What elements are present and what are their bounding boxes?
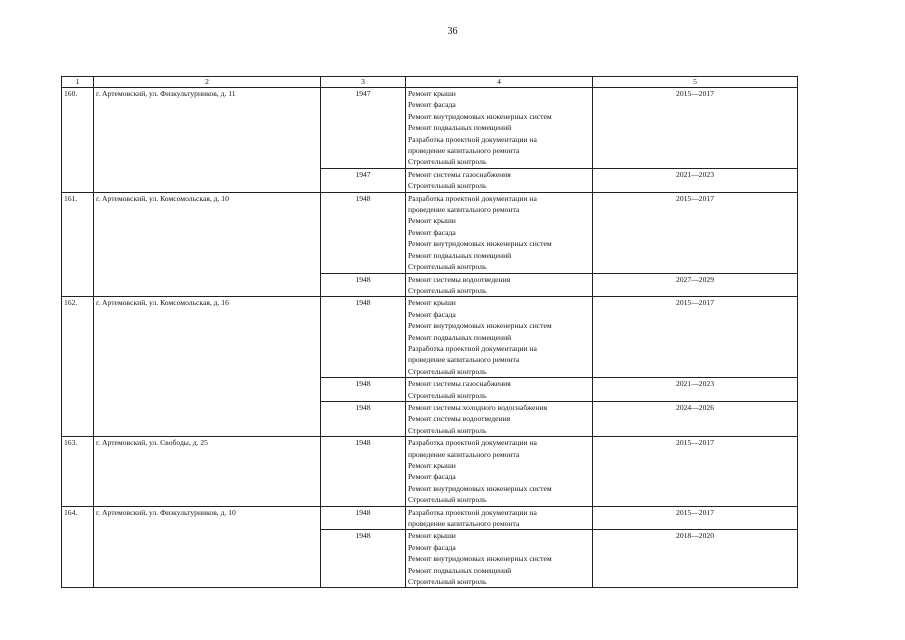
repair-work-item: Строительный контроль: [408, 285, 487, 295]
table-row: [62, 192, 798, 273]
repair-work-item: Ремонт фасада: [408, 309, 456, 319]
repair-period: 2015—2017: [593, 437, 798, 506]
repair-work-item: Строительный контроль: [408, 495, 487, 505]
repair-work-item: Ремонт системы водоотведения: [408, 414, 511, 424]
repair-work-item: Разработка проектной документации на: [408, 134, 537, 144]
repair-work-item: Ремонт крыши: [408, 531, 456, 541]
repair-work-item: Разработка проектной документации на: [408, 438, 537, 448]
repair-period: 2027—2029: [593, 273, 798, 297]
repair-work-item: проведение капитального ремонта: [408, 449, 520, 459]
record-address: г. Артемовский, ул. Физкультурников, д. 11: [94, 88, 321, 193]
repair-work-item: Ремонт внутридомовых инженерных систем: [408, 483, 552, 493]
repair-work-item: Строительный контроль: [408, 425, 487, 435]
repair-work-item: проведение капитального ремонта: [408, 519, 520, 529]
record-number: 163.: [62, 437, 94, 506]
repair-period: 2015—2017: [593, 88, 798, 169]
column-number-5: 5: [593, 77, 798, 88]
repair-work-item: проведение капитального ремонта: [408, 205, 520, 215]
repair-works: [406, 168, 593, 192]
record-number: 160.: [62, 88, 94, 193]
repair-work-item: Ремонт подвальных помещений: [408, 123, 512, 133]
repair-works: [406, 506, 593, 530]
construction-year: 1948: [321, 273, 406, 297]
repair-work-item: Ремонт фасада: [408, 542, 456, 552]
record-number: 161.: [62, 192, 94, 297]
repair-work-item: Ремонт системы водоотведения: [408, 274, 511, 284]
repair-work-item: Ремонт системы газоснабжения: [408, 379, 511, 389]
table-row: [62, 506, 798, 530]
repair-schedule-table: [61, 76, 798, 588]
construction-year: 1948: [321, 506, 406, 530]
repair-work-item: Ремонт системы холодного водоснабжения: [408, 402, 548, 412]
repair-period: 2015—2017: [593, 192, 798, 273]
repair-work-item: проведение капитального ремонта: [408, 146, 520, 156]
record-address: г. Артемовский, ул. Комсомольская, д. 10: [94, 192, 321, 297]
construction-year: 1947: [321, 88, 406, 169]
column-number-3: 3: [321, 77, 406, 88]
page-number: 36: [447, 26, 458, 37]
repair-work-item: Ремонт внутридомовых инженерных систем: [408, 111, 552, 121]
column-number-2: 2: [94, 77, 321, 88]
repair-works: [406, 401, 593, 436]
repair-work-item: Ремонт подвальных помещений: [408, 250, 512, 260]
repair-period: 2018—2020: [593, 530, 798, 588]
table-row: [62, 297, 798, 378]
repair-work-item: Ремонт крыши: [408, 461, 456, 470]
record-number: 162.: [62, 297, 94, 437]
repair-period: 2015—2017: [593, 506, 798, 530]
repair-work-item: Ремонт системы газоснабжения: [408, 169, 511, 179]
repair-work-item: Ремонт фасада: [408, 472, 456, 482]
repair-work-item: Строительный контроль: [408, 157, 487, 167]
repair-work-item: Ремонт подвальных помещений: [408, 332, 512, 342]
table-row: [62, 88, 798, 169]
repair-work-item: Разработка проектной документации на: [408, 507, 537, 517]
construction-year: 1948: [321, 297, 406, 378]
repair-period: 2021—2023: [593, 378, 798, 402]
construction-year: 1947: [321, 168, 406, 192]
record-address: г. Артемовский, ул. Физкультурников, д. 10: [94, 506, 321, 588]
repair-works: [406, 530, 593, 588]
repair-period: 2021—2023: [593, 168, 798, 192]
column-number-1: 1: [62, 77, 94, 88]
repair-work-item: Ремонт крыши: [408, 216, 456, 226]
record-number: 164.: [62, 506, 94, 588]
construction-year: 1948: [321, 401, 406, 436]
column-number-row: [62, 77, 798, 88]
repair-work-item: Ремонт внутридомовых инженерных систем: [408, 239, 552, 249]
repair-period: 2015—2017: [593, 297, 798, 378]
table-body: [62, 77, 798, 588]
construction-year: 1948: [321, 530, 406, 588]
repair-work-item: Строительный контроль: [408, 390, 487, 400]
repair-work-item: Ремонт фасада: [408, 100, 456, 110]
table-row: [62, 437, 798, 506]
repair-work-item: проведение капитального ремонта: [408, 355, 520, 365]
repair-work-item: Ремонт фасада: [408, 227, 456, 237]
construction-year: 1948: [321, 378, 406, 402]
repair-work-item: Разработка проектной документации на: [408, 193, 537, 203]
construction-year: 1948: [321, 437, 406, 506]
repair-work-item: Ремонт внутридомовых инженерных систем: [408, 554, 552, 564]
record-address: г. Артемовский, ул. Свободы, д. 25: [94, 437, 321, 506]
construction-year: 1948: [321, 192, 406, 273]
column-number-4: 4: [406, 77, 593, 88]
record-address: г. Артемовский, ул. Комсомольская, д. 16: [94, 297, 321, 437]
repair-work-item: Строительный контроль: [408, 577, 487, 587]
repair-works: [406, 192, 593, 273]
repair-work-item: Строительный контроль: [408, 181, 487, 191]
repair-work-item: Ремонт крыши: [408, 89, 456, 98]
repair-work-item: Ремонт внутридомовых инженерных систем: [408, 321, 552, 331]
repair-work-item: Ремонт крыши: [408, 298, 456, 308]
repair-work-item: Разработка проектной документации на: [408, 343, 537, 353]
repair-work-item: Строительный контроль: [408, 366, 487, 376]
repair-period: 2024—2026: [593, 401, 798, 436]
repair-works: [406, 273, 593, 297]
repair-works: [406, 378, 593, 402]
repair-works: [406, 88, 593, 169]
repair-works: [406, 437, 593, 506]
repair-work-item: Строительный контроль: [408, 262, 487, 272]
repair-work-item: Ремонт подвальных помещений: [408, 565, 512, 575]
repair-works: [406, 297, 593, 378]
